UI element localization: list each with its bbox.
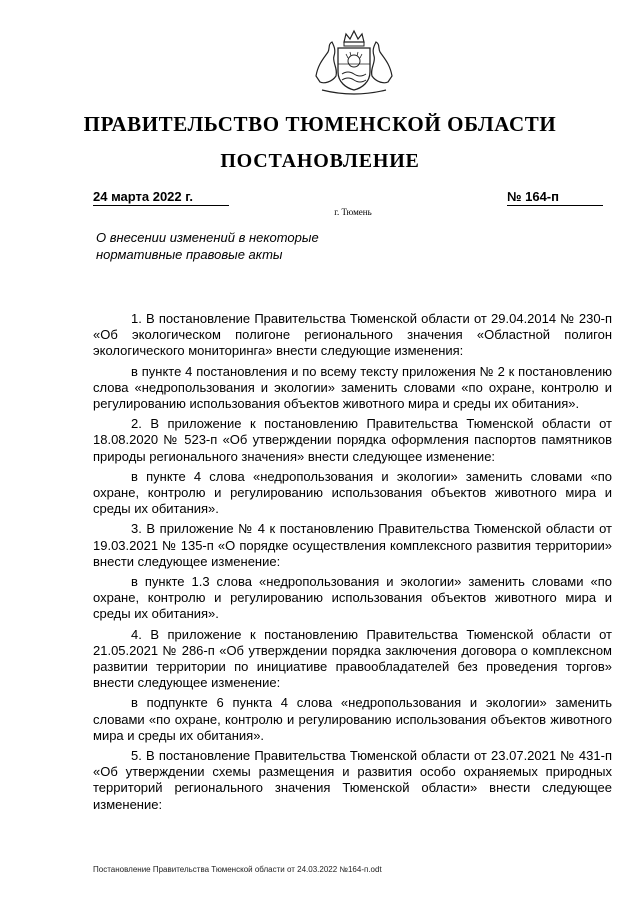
subject-line: нормативные правовые акты: [96, 247, 283, 262]
body-paragraph: 4. В приложение к постановлению Правительства Тюменской области от 21.05.2021 № 286-п «Об утверждении порядка заключения договора о комплексном развитии территории по инициативе правообладателей без проведения торгов» внести следующее изменение:: [93, 626, 612, 691]
body-paragraph: в пункте 1.3 слова «недропользования и экологии» заменить словами «по охране, контролю и регулированию использования объектов животного мира и среды их обитания».: [93, 574, 612, 622]
coat-of-arms-icon: [312, 28, 396, 100]
body-paragraph: 5. В постановление Правительства Тюменской области от 23.07.2021 № 431-п «Об утверждении схемы размещения и развития особо охраняемых природных территорий регионального значения Тюменской области» внести следующее изменение:: [93, 748, 612, 812]
document-body: [93, 311, 612, 817]
document-type-title: ПОСТАНОВЛЕНИЕ: [220, 150, 420, 172]
body-paragraph: в пункте 4 постановления и по всему тексту приложения № 2 к постановлению слова «недропользования и экологии» заменить словами «по охране, контролю и регулированию использования объектов животного мира и среды их обитания».: [93, 363, 612, 412]
body-paragraph: в подпункте 6 пункта 4 слова «недропользования и экологии» заменить словами «по охране, контролю и регулированию использования объектов животного мира и среды их обитания».: [93, 695, 612, 743]
city-label: г. Тюмень: [334, 207, 372, 217]
body-paragraph: 1. В постановление Правительства Тюменской области от 29.04.2014 № 230-п «Об экологическом полигоне регионального значения «Областной полигон экологического мониторинга» внести следующие изменения:: [93, 311, 612, 359]
government-title: ПРАВИТЕЛЬСТВО ТЮМЕНСКОЙ ОБЛАСТИ: [83, 112, 557, 136]
body-paragraph: в пункте 4 слова «недропользования и экологии» заменить словами «по охране, контролю и регулированию использования объектов животного мира и среды их обитания».: [93, 468, 612, 517]
subject-line: О внесении изменений в некоторые: [96, 230, 319, 245]
body-paragraph: 3. В приложение № 4 к постановлению Правительства Тюменской области от 19.03.2021 № 135-п «О порядке осуществления комплексного развития территории» внести следующее изменение:: [93, 521, 612, 569]
document-number: № 164-п: [507, 189, 603, 206]
document-date: 24 марта 2022 г.: [93, 189, 229, 206]
document-subject: [96, 229, 356, 263]
body-paragraph: 2. В приложение к постановлению Правительства Тюменской области от 18.08.2020 № 523-п «Об утверждении порядка оформления паспортов памятников природы регионального значения» внести следующее изменение:: [93, 416, 612, 464]
page-footer: Постановление Правительства Тюменской области от 24.03.2022 №164-п.odt: [93, 865, 382, 874]
